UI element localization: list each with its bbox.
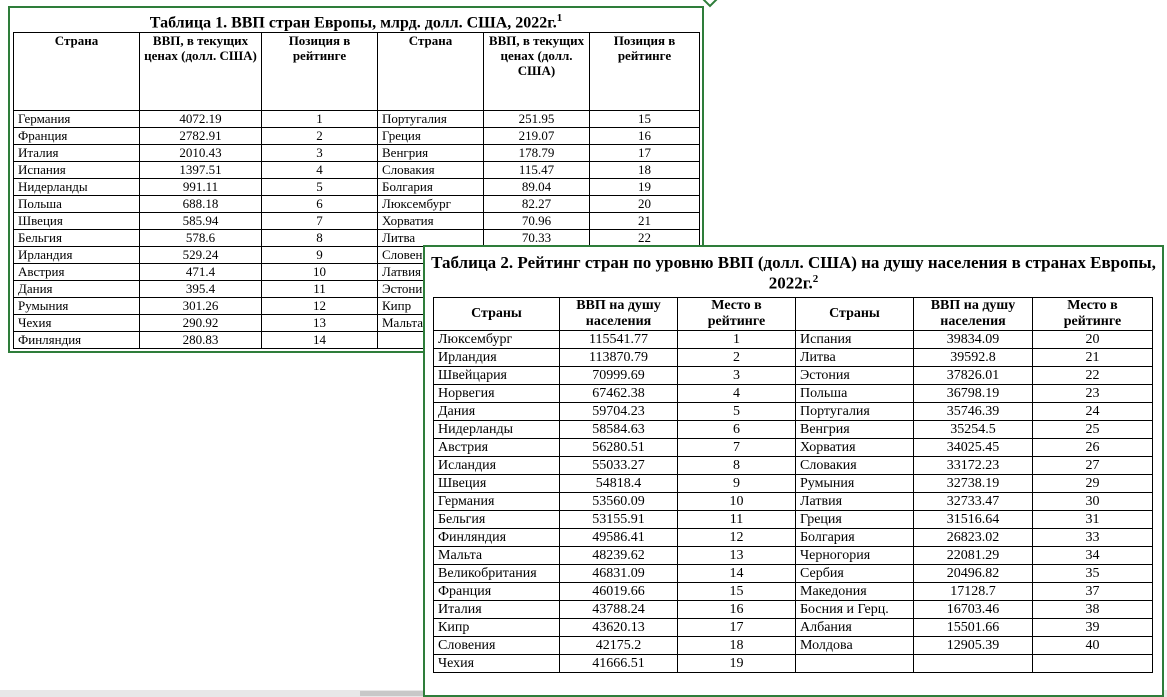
table1-header-row: [14, 33, 700, 111]
table2-cell-rank: 15: [678, 583, 796, 601]
table2-cell-rank: 40: [1033, 637, 1153, 655]
table2-cell-num: 67462.38: [560, 385, 678, 403]
table1-header-cell: ВВП, в текущих ценах (долл. США): [140, 33, 262, 111]
table1-cell-country: Греция: [378, 128, 484, 145]
table2-cell-rank: 11: [678, 511, 796, 529]
table1-cell-rank: 20: [590, 196, 700, 213]
table1-footnote: 1: [556, 12, 563, 24]
table-row: [434, 421, 1153, 439]
table2-cell-rank: 37: [1033, 583, 1153, 601]
table2-cell-rank: 18: [678, 637, 796, 655]
table2-cell-country: Бельгия: [434, 511, 560, 529]
table2-cell-country: Великобритания: [434, 565, 560, 583]
table2-cell-country: Польша: [796, 385, 914, 403]
table1-cell-rank: 7: [262, 213, 378, 230]
table2-cell-num: 48239.62: [560, 547, 678, 565]
table2-header-cell: Страны: [434, 298, 560, 331]
table1-cell-rank: 2: [262, 128, 378, 145]
table2-cell-country: Румыния: [796, 475, 914, 493]
table1-cell-rank: 16: [590, 128, 700, 145]
table2-cell-num: 53155.91: [560, 511, 678, 529]
table1-cell-rank: 12: [262, 298, 378, 315]
table1-cell-country: Бельгия: [14, 230, 140, 247]
table2-cell-country: Австрия: [434, 439, 560, 457]
table2-cell-rank: 35: [1033, 565, 1153, 583]
table2-cell-num: 17128.7: [914, 583, 1033, 601]
table1-title-line: [10, 8, 702, 32]
table2-cell-rank: 19: [678, 655, 796, 673]
table1-cell-rank: 22: [590, 230, 700, 247]
table2-cell-num: 115541.77: [560, 331, 678, 349]
table2-cell-num: 53560.09: [560, 493, 678, 511]
table2-cell-rank: 16: [678, 601, 796, 619]
table2-cell-rank: 25: [1033, 421, 1153, 439]
table2-cell-country: Молдова: [796, 637, 914, 655]
table2-cell-num: [914, 655, 1033, 673]
table2-cell-rank: 21: [1033, 349, 1153, 367]
table1-cell-num: 1397.51: [140, 162, 262, 179]
table2-cell-country: Хорватия: [796, 439, 914, 457]
table2-cell-country: Словакия: [796, 457, 914, 475]
table1-cell-num: 2010.43: [140, 145, 262, 162]
table1-cell-rank: 21: [590, 213, 700, 230]
table1-cell-num: 395.4: [140, 281, 262, 298]
table1-cell-num: 280.83: [140, 332, 262, 349]
table1-cell-num: 529.24: [140, 247, 262, 264]
table2-cell-num: 113870.79: [560, 349, 678, 367]
table1-cell-rank: 18: [590, 162, 700, 179]
table1-cell-num: 70.33: [484, 230, 590, 247]
table2-cell-num: 58584.63: [560, 421, 678, 439]
table1-cell-country: Мальта: [378, 315, 484, 332]
table2-header-cell: Страны: [796, 298, 914, 331]
table2-cell-num: 33172.23: [914, 457, 1033, 475]
table2-cell-rank: 22: [1033, 367, 1153, 385]
table1-cell-num: 471.4: [140, 264, 262, 281]
table2-cell-num: 32738.19: [914, 475, 1033, 493]
table-row: [434, 349, 1153, 367]
table-row: [14, 230, 700, 247]
table2-cell-country: Черногория: [796, 547, 914, 565]
table1-cell-rank: 19: [590, 179, 700, 196]
table-row: [434, 385, 1153, 403]
table1-cell-num: 178.79: [484, 145, 590, 162]
table2-cell-num: 56280.51: [560, 439, 678, 457]
table2-cell-num: 46019.66: [560, 583, 678, 601]
table1-cell-rank: 4: [262, 162, 378, 179]
table2-body: [434, 331, 1153, 673]
table2-cell-num: 26823.02: [914, 529, 1033, 547]
table2-title: Таблица 2. Рейтинг стран по уровню ВВП (долл. США) на душу населения в странах Европы, 2022г.: [431, 253, 1156, 293]
table2-cell-country: Литва: [796, 349, 914, 367]
table2-cell-country: Македония: [796, 583, 914, 601]
table2-cell-rank: 3: [678, 367, 796, 385]
table1-cell-num: 578.6: [140, 230, 262, 247]
table-row: [434, 439, 1153, 457]
table2-cell-rank: [1033, 655, 1153, 673]
table2-cell-country: [796, 655, 914, 673]
table2-cell-num: 16703.46: [914, 601, 1033, 619]
table1-cell-num: 4072.19: [140, 111, 262, 128]
table2-cell-num: 43788.24: [560, 601, 678, 619]
table2-cell-country: Нидерланды: [434, 421, 560, 439]
table-row: [434, 511, 1153, 529]
table2-cell-num: 54818.4: [560, 475, 678, 493]
table1-cell-country: Германия: [14, 111, 140, 128]
table1-cell-country: Австрия: [14, 264, 140, 281]
table-row: [434, 583, 1153, 601]
table2-cell-rank: 26: [1033, 439, 1153, 457]
table1-cell-country: Португалия: [378, 111, 484, 128]
table2-cell-country: Ирландия: [434, 349, 560, 367]
table2-cell-rank: 8: [678, 457, 796, 475]
table2-cell-num: 22081.29: [914, 547, 1033, 565]
table1-cell-num: 89.04: [484, 179, 590, 196]
table2-cell-rank: 30: [1033, 493, 1153, 511]
table2-cell-rank: 2: [678, 349, 796, 367]
table2-cell-country: Кипр: [434, 619, 560, 637]
table1-cell-country: Нидерланды: [14, 179, 140, 196]
table1-header-cell: Позиция в рейтинге: [262, 33, 378, 111]
table2-cell-rank: 6: [678, 421, 796, 439]
table2-cell-num: 41666.51: [560, 655, 678, 673]
table-row: [434, 331, 1153, 349]
table-row: [14, 213, 700, 230]
table2-cell-rank: 7: [678, 439, 796, 457]
table2-header-cell: ВВП на душу населения: [560, 298, 678, 331]
table1-cell-rank: 6: [262, 196, 378, 213]
table2-cell-country: Сербия: [796, 565, 914, 583]
table2-cell-country: Словения: [434, 637, 560, 655]
table-row: [434, 619, 1153, 637]
table2-cell-num: 32733.47: [914, 493, 1033, 511]
table1-cell-country: Кипр: [378, 298, 484, 315]
table2-cell-country: Италия: [434, 601, 560, 619]
table2-cell-num: 37826.01: [914, 367, 1033, 385]
table1-cell-num: 115.47: [484, 162, 590, 179]
table1-cell-country: Хорватия: [378, 213, 484, 230]
table1-cell-rank: 5: [262, 179, 378, 196]
table1-cell-country: Словен: [378, 247, 484, 264]
table2-cell-num: 39592.8: [914, 349, 1033, 367]
table2-cell-country: Албания: [796, 619, 914, 637]
table1-cell-country: Румыния: [14, 298, 140, 315]
table2-cell-country: Босния и Герц.: [796, 601, 914, 619]
table1-cell-country: Эстони: [378, 281, 484, 298]
table-row: [434, 493, 1153, 511]
table-row: [434, 475, 1153, 493]
table1-cell-rank: 1: [262, 111, 378, 128]
table1-cell-rank: 17: [590, 145, 700, 162]
table2-cell-num: 43620.13: [560, 619, 678, 637]
table2-cell-country: Швеция: [434, 475, 560, 493]
table1-cell-rank: 3: [262, 145, 378, 162]
table2-cell-rank: 27: [1033, 457, 1153, 475]
table1-cell-country: Венгрия: [378, 145, 484, 162]
table2-cell-rank: 4: [678, 385, 796, 403]
table2-cell-num: 35254.5: [914, 421, 1033, 439]
table2-cell-country: Латвия: [796, 493, 914, 511]
table2-cell-num: 20496.82: [914, 565, 1033, 583]
table2-cell-num: 42175.2: [560, 637, 678, 655]
table-row: [434, 601, 1153, 619]
table2-cell-rank: 24: [1033, 403, 1153, 421]
table1-title: Таблица 1. ВВП стран Европы, млрд. долл. США, 2022г.: [149, 14, 557, 32]
table1-cell-num: 70.96: [484, 213, 590, 230]
table2-cell-country: Венгрия: [796, 421, 914, 439]
table1-cell-country: Италия: [14, 145, 140, 162]
table2-header-cell: ВВП на душу населения: [914, 298, 1033, 331]
table2-gdp-per-capita: [433, 297, 1153, 673]
table2-cell-country: Франция: [434, 583, 560, 601]
table2-cell-rank: 5: [678, 403, 796, 421]
table1-cell-num: 290.92: [140, 315, 262, 332]
table-row: [14, 128, 700, 145]
table1-header-cell: ВВП, в текущих ценах (долл. США): [484, 33, 590, 111]
table1-cell-rank: 14: [262, 332, 378, 349]
table2-cell-country: Финляндия: [434, 529, 560, 547]
table2-title-line: [425, 247, 1162, 297]
table1-cell-num: 991.11: [140, 179, 262, 196]
table-row: [434, 547, 1153, 565]
table1-cell-num: 251.95: [484, 111, 590, 128]
table2-cell-rank: 29: [1033, 475, 1153, 493]
table2-cell-rank: 9: [678, 475, 796, 493]
table-row: [434, 565, 1153, 583]
table2-cell-num: 12905.39: [914, 637, 1033, 655]
table-row: [434, 367, 1153, 385]
table2-cell-country: Чехия: [434, 655, 560, 673]
table2-cell-rank: 12: [678, 529, 796, 547]
table1-cell-country: Латвия: [378, 264, 484, 281]
table2-cell-num: 59704.23: [560, 403, 678, 421]
table2-cell-num: 36798.19: [914, 385, 1033, 403]
table1-cell-num: 585.94: [140, 213, 262, 230]
table2-cell-rank: 31: [1033, 511, 1153, 529]
table1-cell-rank: 8: [262, 230, 378, 247]
table2-cell-country: Люксембург: [434, 331, 560, 349]
table2-cell-rank: 13: [678, 547, 796, 565]
table1-cell-rank: 13: [262, 315, 378, 332]
table1-cell-country: Франция: [14, 128, 140, 145]
table-row: [434, 403, 1153, 421]
table2-cell-rank: 23: [1033, 385, 1153, 403]
table2-cell-rank: 34: [1033, 547, 1153, 565]
table1-cell-num: 219.07: [484, 128, 590, 145]
table-row: [14, 196, 700, 213]
table2-cell-rank: 10: [678, 493, 796, 511]
table2-panel: [423, 245, 1164, 697]
table2-cell-country: Швейцария: [434, 367, 560, 385]
table2-cell-num: 15501.66: [914, 619, 1033, 637]
table1-cell-rank: 11: [262, 281, 378, 298]
table1-header-cell: Позиция в рейтинге: [590, 33, 700, 111]
table-row: [14, 145, 700, 162]
table2-cell-num: 35746.39: [914, 403, 1033, 421]
table2-cell-country: Португалия: [796, 403, 914, 421]
table-row: [14, 111, 700, 128]
table-row: [434, 457, 1153, 475]
table2-header-cell: Место в рейтинге: [678, 298, 796, 331]
table1-cell-country: Словакия: [378, 162, 484, 179]
table2-footnote: 2: [812, 272, 819, 285]
table2-cell-country: Мальта: [434, 547, 560, 565]
table2-cell-rank: 39: [1033, 619, 1153, 637]
table1-cell-country: Чехия: [14, 315, 140, 332]
table1-cell-country: Испания: [14, 162, 140, 179]
table2-cell-country: Исландия: [434, 457, 560, 475]
table2-cell-country: Дания: [434, 403, 560, 421]
table1-cell-country: Литва: [378, 230, 484, 247]
table2-cell-num: 46831.09: [560, 565, 678, 583]
table1-cell-rank: 9: [262, 247, 378, 264]
table2-cell-num: 70999.69: [560, 367, 678, 385]
table2-cell-num: 55033.27: [560, 457, 678, 475]
table1-cell-rank: 15: [590, 111, 700, 128]
table1-cell-country: Польша: [14, 196, 140, 213]
table1-cell-country: Финляндия: [14, 332, 140, 349]
table1-cell-num: 301.26: [140, 298, 262, 315]
table-row: [434, 637, 1153, 655]
table2-cell-country: Испания: [796, 331, 914, 349]
table-row: [434, 655, 1153, 673]
table1-cell-country: Швеция: [14, 213, 140, 230]
table1-cell-num: 82.27: [484, 196, 590, 213]
table-row: [434, 529, 1153, 547]
table1-cell-num: 2782.91: [140, 128, 262, 145]
table2-header-row: [434, 298, 1153, 331]
table2-cell-rank: 17: [678, 619, 796, 637]
table2-cell-rank: 38: [1033, 601, 1153, 619]
table2-cell-country: Болгария: [796, 529, 914, 547]
table-row: [14, 179, 700, 196]
table1-header-cell: Страна: [14, 33, 140, 111]
table2-header-cell: Место в рейтинге: [1033, 298, 1153, 331]
table2-cell-country: Германия: [434, 493, 560, 511]
table2-cell-country: Эстония: [796, 367, 914, 385]
table2-cell-country: Греция: [796, 511, 914, 529]
table2-cell-country: Норвегия: [434, 385, 560, 403]
table1-cell-country: Дания: [14, 281, 140, 298]
table2-cell-num: 49586.41: [560, 529, 678, 547]
table2-cell-rank: 1: [678, 331, 796, 349]
table1-cell-num: 688.18: [140, 196, 262, 213]
table1-cell-country: Люксембург: [378, 196, 484, 213]
table2-cell-rank: 14: [678, 565, 796, 583]
table2-cell-num: 34025.45: [914, 439, 1033, 457]
table1-header-cell: Страна: [378, 33, 484, 111]
table1-cell-country: Болгария: [378, 179, 484, 196]
table2-cell-rank: 20: [1033, 331, 1153, 349]
table2-cell-rank: 33: [1033, 529, 1153, 547]
table1-cell-rank: 10: [262, 264, 378, 281]
table2-cell-num: 31516.64: [914, 511, 1033, 529]
table2-cell-num: 39834.09: [914, 331, 1033, 349]
table1-cell-country: Ирландия: [14, 247, 140, 264]
table-row: [14, 162, 700, 179]
